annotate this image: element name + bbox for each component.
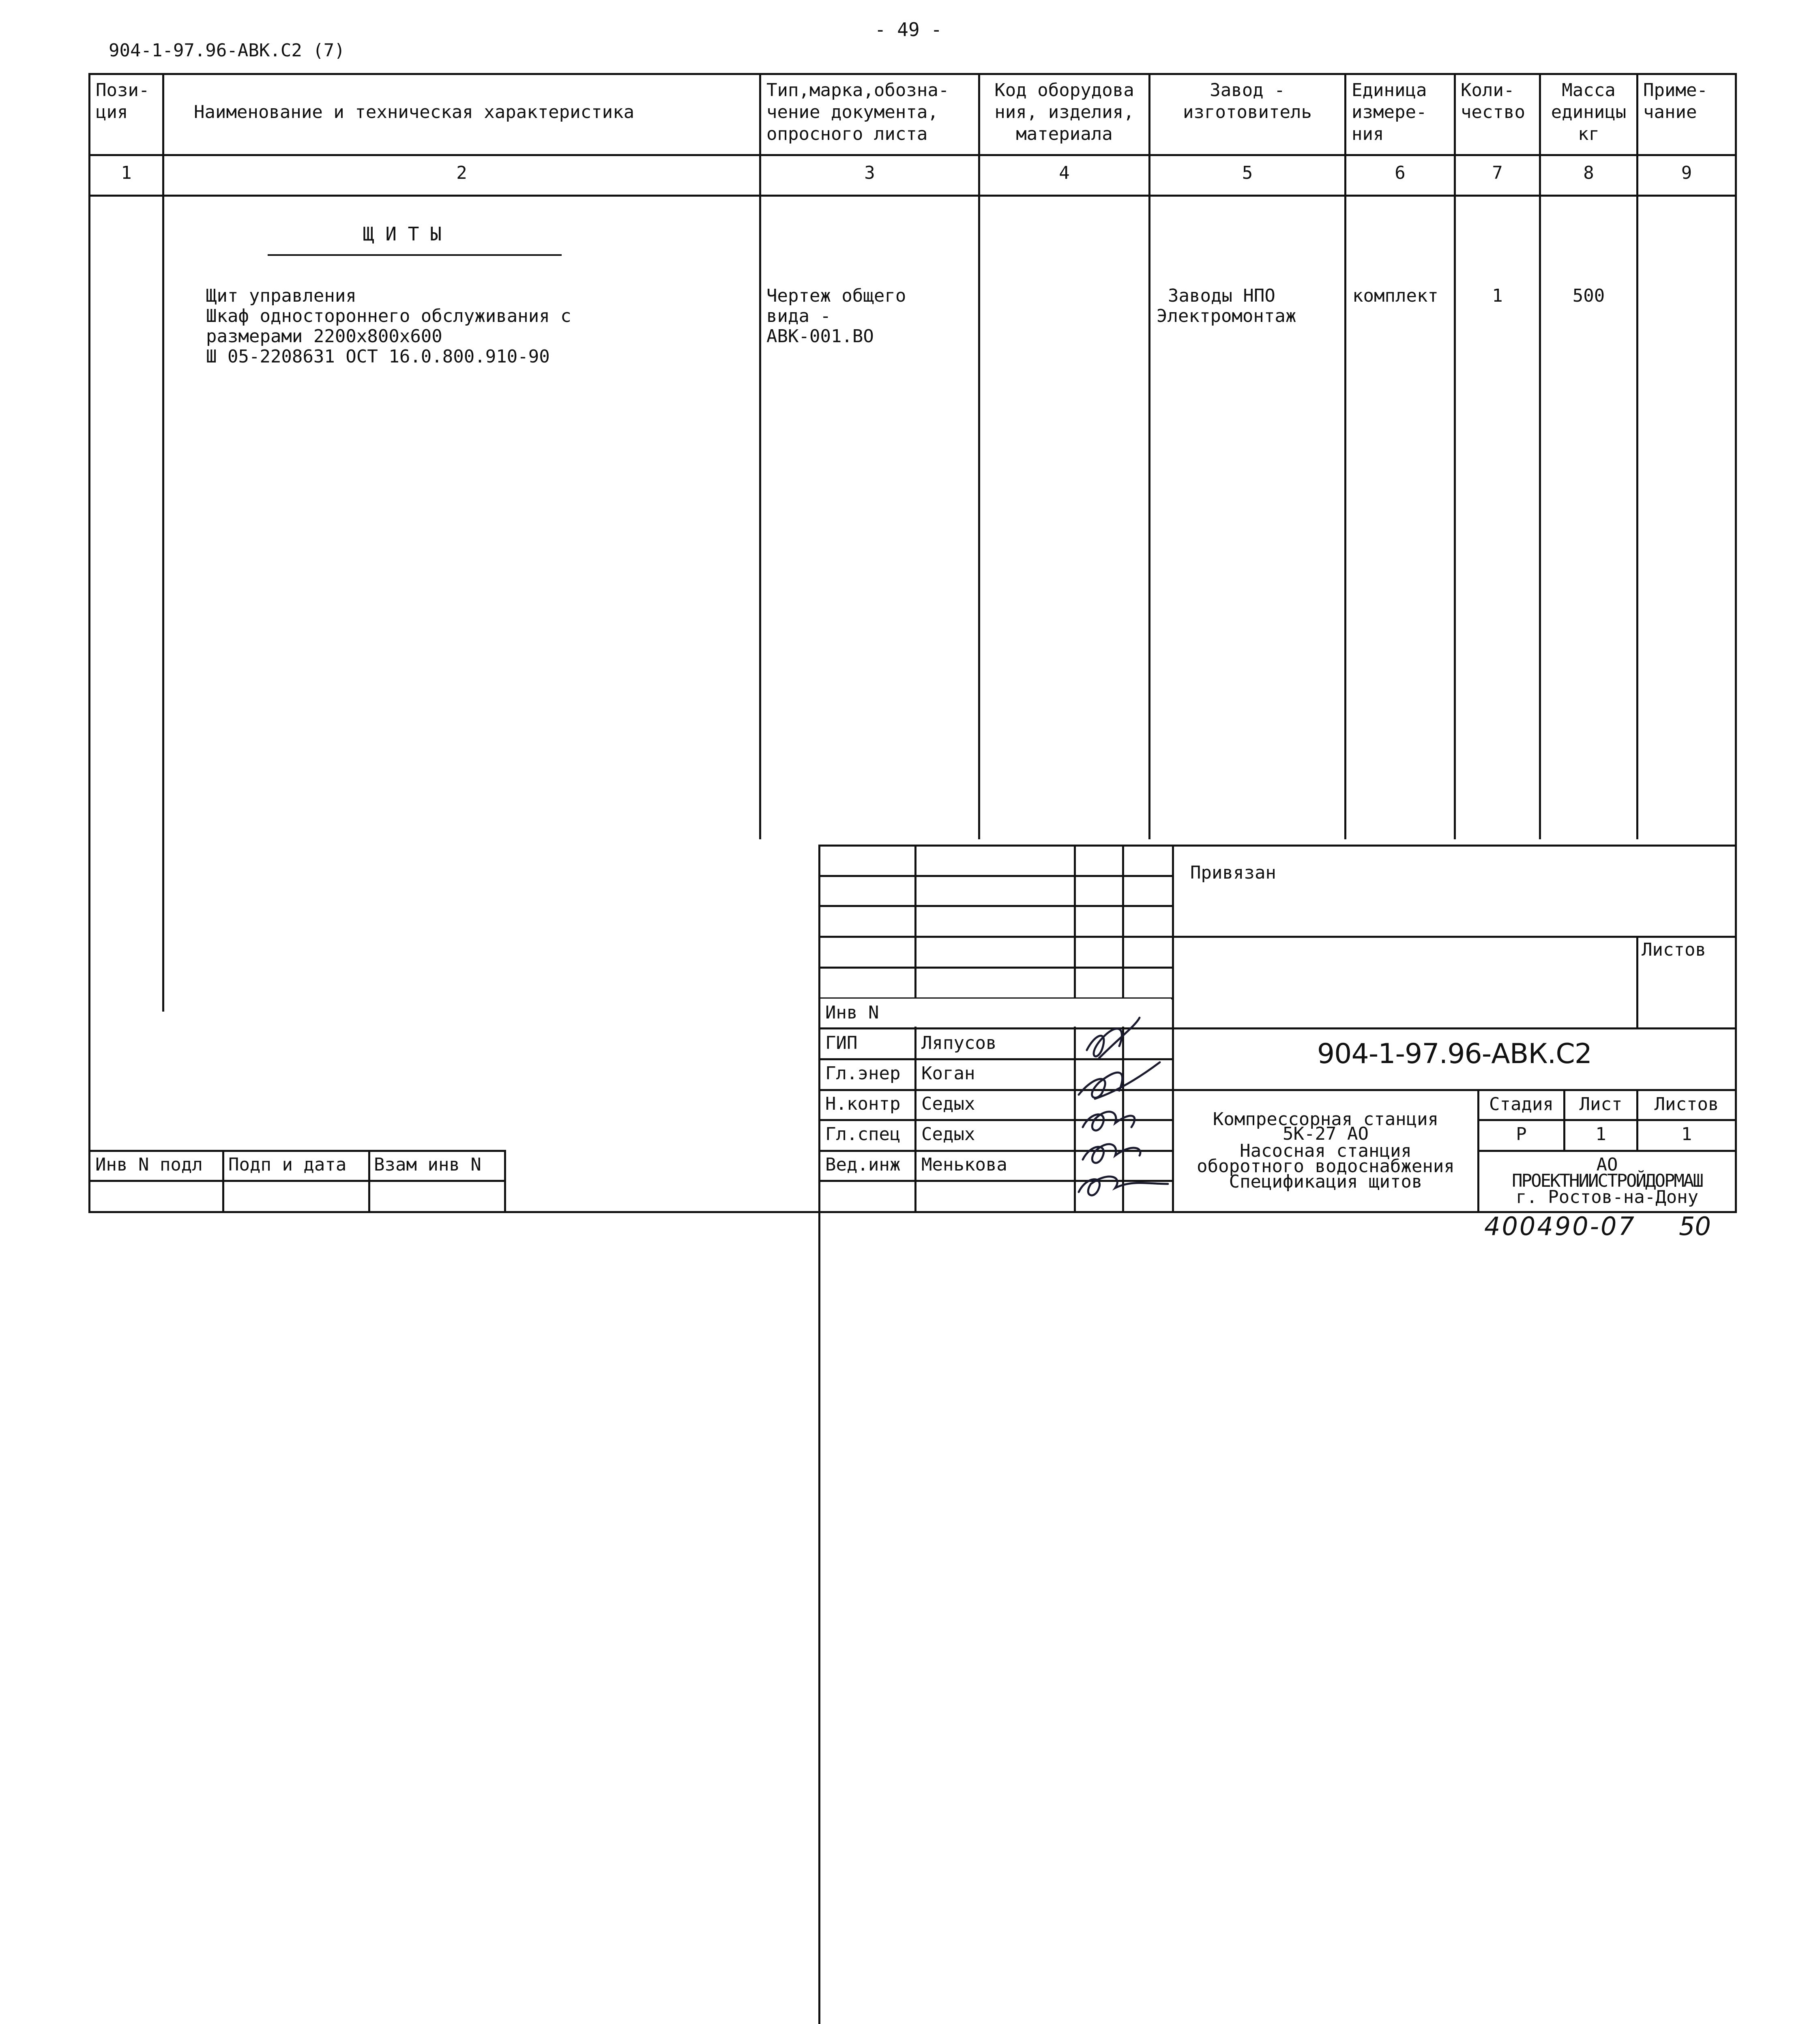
header-col9-line1: Приме- bbox=[1643, 80, 1708, 101]
inv-n-label: Инв N bbox=[825, 1002, 879, 1023]
header-col7-line1: Коли- bbox=[1461, 80, 1515, 101]
list-value: 1 bbox=[1595, 1124, 1606, 1145]
header-col6-line3: ния bbox=[1352, 124, 1384, 144]
document-code: 904-1-97.96-АВК.С2 bbox=[1317, 1038, 1592, 1070]
role-name: Менькова bbox=[921, 1154, 1007, 1175]
role-label: Н.контр bbox=[825, 1093, 901, 1114]
role-name: Седых bbox=[921, 1093, 975, 1114]
signature-icon bbox=[1071, 1014, 1176, 1186]
header-col9-line2: чание bbox=[1643, 102, 1697, 122]
header-col8-line3: кг bbox=[1578, 124, 1599, 144]
role-label: Гл.энер bbox=[825, 1063, 901, 1084]
privyazan-label: Привязан bbox=[1190, 862, 1276, 883]
col-number: 5 bbox=[1242, 163, 1253, 183]
col-number: 1 bbox=[121, 163, 132, 183]
header-col7-line2: чество bbox=[1461, 102, 1525, 122]
stadia-value: Р bbox=[1516, 1124, 1527, 1145]
header-col8-line2: единицы bbox=[1551, 102, 1627, 122]
col-number: 7 bbox=[1492, 163, 1503, 183]
archive-sheet: 50 bbox=[1679, 1211, 1711, 1241]
col-number: 4 bbox=[1059, 163, 1070, 183]
listov-top-label: Листов bbox=[1642, 939, 1706, 960]
title-line: Насосная станция bbox=[1240, 1141, 1412, 1161]
org-line: АО bbox=[1596, 1154, 1618, 1175]
item-mass: 500 bbox=[1572, 285, 1605, 306]
role-label: Вед.инж bbox=[825, 1154, 901, 1175]
col-number: 6 bbox=[1395, 163, 1406, 183]
item-maker-line: Заводы НПО bbox=[1168, 285, 1275, 306]
document-code-top: 904-1-97.96-АВК.С2 (7) bbox=[109, 40, 345, 61]
title-line: Спецификация щитов bbox=[1229, 1171, 1423, 1192]
archive-number: 400490-07 bbox=[1484, 1211, 1636, 1241]
vzam-inv-label: Взам инв N bbox=[374, 1154, 481, 1175]
item-name-line: Ш 05-2208631 ОСТ 16.0.800.910-90 bbox=[206, 346, 550, 367]
header-col3-line1: Тип,марка,обозна- bbox=[766, 80, 949, 101]
col-number: 9 bbox=[1681, 163, 1692, 183]
list-label: Лист bbox=[1579, 1094, 1623, 1115]
item-type-line: АВК-001.ВО bbox=[766, 326, 874, 347]
title-line: оборотного водоснабжения bbox=[1197, 1156, 1455, 1177]
org-line: г. Ростов-на-Дону bbox=[1515, 1187, 1699, 1207]
listov-value: 1 bbox=[1681, 1124, 1692, 1145]
header-col4-line1: Код оборудова bbox=[994, 80, 1134, 101]
header-col1-line2: ция bbox=[96, 102, 128, 122]
header-col5-line1: Завод - bbox=[1210, 80, 1285, 101]
role-label: Гл.спец bbox=[825, 1124, 901, 1145]
org-line: ПРОЕКТНИИСТРОЙДОРМАШ bbox=[1512, 1171, 1702, 1191]
header-col4-line3: материала bbox=[1016, 124, 1113, 144]
item-maker-line: Электромонтаж bbox=[1157, 306, 1296, 326]
title-line: Компрессорная станция bbox=[1213, 1109, 1439, 1130]
header-col6-line1: Единица bbox=[1352, 80, 1427, 101]
header-col5-line2: изготовитель bbox=[1183, 102, 1312, 122]
header-col4-line2: ния, изделия, bbox=[994, 102, 1134, 122]
item-unit: комплект bbox=[1352, 285, 1438, 306]
role-label: ГИП bbox=[825, 1033, 858, 1053]
header-col8-line1: Масса bbox=[1562, 80, 1616, 101]
item-qty: 1 bbox=[1492, 285, 1503, 306]
item-name-line: Щит управления bbox=[206, 285, 356, 306]
role-name: Коган bbox=[921, 1063, 975, 1084]
header-col2: Наименование и техническая характеристика bbox=[194, 102, 635, 122]
item-name-line: Шкаф одностороннего обслуживания с bbox=[206, 306, 571, 326]
item-name-line: размерами 2200х800х600 bbox=[206, 326, 442, 347]
header-col3-line3: опросного листа bbox=[766, 124, 928, 144]
header-col1-line1: Пози- bbox=[96, 80, 150, 101]
item-type-line: вида - bbox=[766, 306, 831, 326]
role-name: Седых bbox=[921, 1124, 975, 1145]
item-type-line: Чертеж общего bbox=[766, 285, 906, 306]
col-number: 3 bbox=[864, 163, 875, 183]
header-col3-line2: чение документа, bbox=[766, 102, 938, 122]
title-line: 5К-27 АО bbox=[1283, 1123, 1369, 1144]
section-title-underline bbox=[268, 254, 562, 256]
podp-data-label: Подп и дата bbox=[228, 1154, 347, 1175]
header-col6-line2: измере- bbox=[1352, 102, 1427, 122]
col-number: 2 bbox=[456, 163, 467, 183]
role-name: Ляпусов bbox=[921, 1033, 997, 1053]
stadia-label: Стадия bbox=[1489, 1094, 1554, 1115]
page-number: - 49 - bbox=[874, 19, 942, 41]
col-number: 8 bbox=[1583, 163, 1594, 183]
inv-podl-label: Инв N подл bbox=[95, 1154, 203, 1175]
section-title: Щ И Т Ы bbox=[363, 223, 442, 245]
listov-label: Листов bbox=[1654, 1094, 1719, 1115]
